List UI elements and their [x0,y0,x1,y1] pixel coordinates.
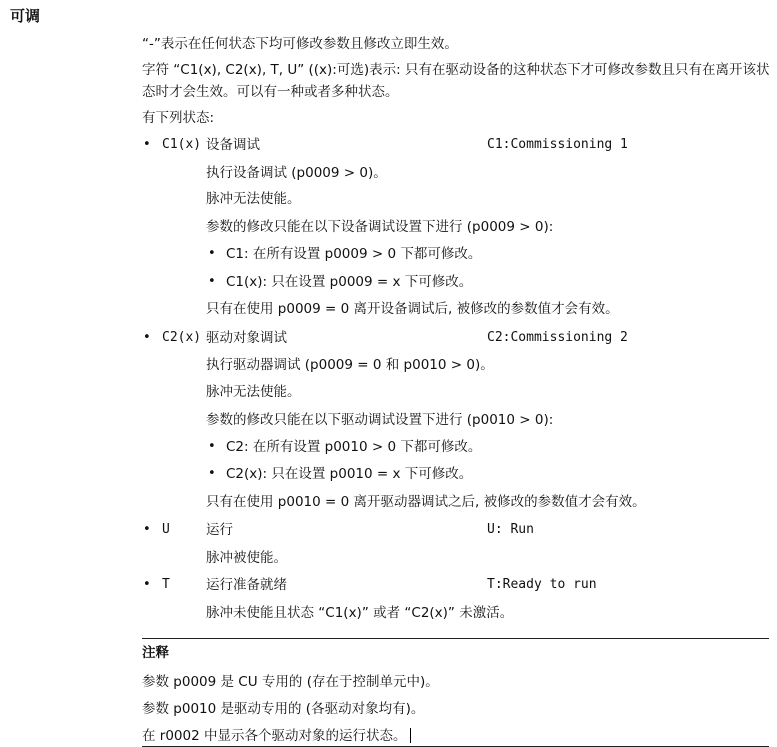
state-sub-item: C1: 在所有设置 p0009 > 0 下都可修改。 [226,246,482,262]
state-sub-item: C2: 在所有设置 p0010 > 0 下都可修改。 [226,439,482,455]
state-desc: 脉冲被使能。 [206,550,287,566]
sub-bullet-icon: • [208,466,216,481]
state-en-t: T:Ready to run [487,577,597,592]
state-desc: 参数的修改只能在以下驱动调试设置下进行 (p0010 > 0): [206,412,554,428]
state-desc: 脉冲无法使能。 [206,384,301,400]
intro-paragraph-1: “-”表示在任何状态下均可修改参数且修改立即生效。 [142,36,458,52]
bullet-icon: • [143,577,151,592]
state-code-c2: C2(x) [162,330,202,345]
state-desc: 只有在使用 p0009 = 0 离开设备调试后, 被修改的参数值才会有效。 [206,301,619,317]
note-divider [142,638,769,639]
state-desc: 执行驱动器调试 (p0009 = 0 和 p0010 > 0)。 [206,357,494,373]
state-desc: 执行设备调试 (p0009 > 0)。 [206,165,387,181]
state-en-c2: C2:Commissioning 2 [487,330,628,345]
state-desc: 参数的修改只能在以下设备调试设置下进行 (p0009 > 0): [206,219,554,235]
text-cursor [410,728,411,743]
state-sub-item: C2(x): 只在设置 p0010 = x 下可修改。 [226,466,473,482]
state-code-t: T [162,577,170,592]
state-name-c1: 设备调试 [206,137,260,153]
sub-bullet-icon: • [208,274,216,289]
state-sub-item: C1(x): 只在设置 p0009 = x 下可修改。 [226,274,473,290]
note-title: 注释 [142,645,169,661]
note-line-last [142,728,411,744]
sub-bullet-icon: • [208,439,216,454]
state-code-u: U [162,522,170,537]
bullet-icon: • [143,137,151,152]
state-name-t: 运行准备就绪 [206,577,287,593]
intro-paragraph-3: 有下列状态: [142,110,215,126]
state-en-u: U: Run [487,522,534,537]
state-desc: 脉冲未使能且状态 “C1(x)” 或者 “C2(x)” 未激活。 [206,605,514,621]
bullet-icon: • [143,330,151,345]
intro-paragraph-2: 字符 “C1(x), C2(x), T, U” ((x):可选)表示: 只有在驱动设备的这种状态下才可修改参数且只有在离开该状态时才会生效。可以有一种或者多种状态。 [142,62,770,100]
section-heading: 可调 [10,7,41,25]
note-line: 参数 p0010 是驱动专用的 (各驱动对象均有)。 [142,701,425,717]
bullet-icon: • [143,522,151,537]
note-line: 在 r0002 中显示各个驱动对象的运行状态。 [142,728,407,744]
state-desc: 只有在使用 p0010 = 0 离开驱动器调试之后, 被修改的参数值才会有效。 [206,494,646,510]
state-desc: 脉冲无法使能。 [206,191,301,207]
state-name-u: 运行 [206,522,233,538]
state-name-c2: 驱动对象调试 [206,330,287,346]
note-line: 参数 p0009 是 CU 专用的 (存在于控制单元中)。 [142,674,439,690]
state-en-c1: C1:Commissioning 1 [487,137,628,152]
sub-bullet-icon: • [208,246,216,261]
state-code-c1: C1(x) [162,137,202,152]
